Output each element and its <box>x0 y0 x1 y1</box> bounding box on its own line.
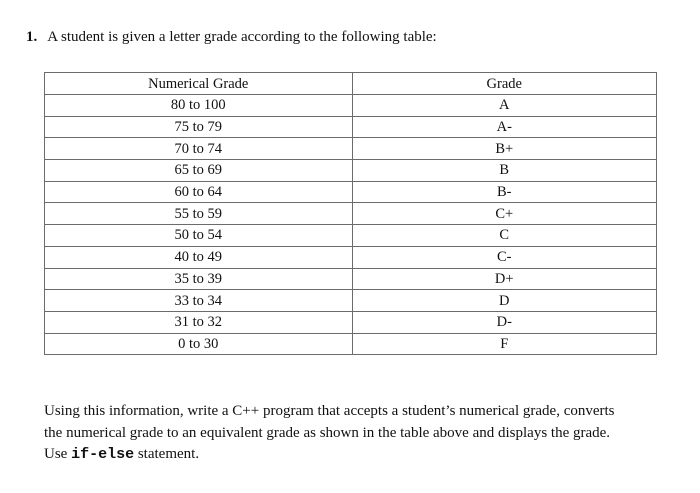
grade-table <box>44 72 657 355</box>
question-heading <box>26 28 437 46</box>
table-row <box>45 225 657 247</box>
instructions-line-1: Using this information, write a C++ program that accepts a student’s numerical grade, converts <box>44 403 615 419</box>
table-row <box>45 246 657 268</box>
numerical-range-cell: 40 to 49 <box>45 246 353 268</box>
numerical-range-cell: 0 to 30 <box>45 333 353 355</box>
numerical-range-cell: 80 to 100 <box>45 95 353 117</box>
instructions-line-3 <box>44 444 674 466</box>
table-header-row <box>45 73 657 95</box>
table-row <box>45 203 657 225</box>
table-row <box>45 181 657 203</box>
numerical-range-cell: 65 to 69 <box>45 160 353 182</box>
numerical-range-cell: 31 to 32 <box>45 311 353 333</box>
instructions-suffix: statement. <box>134 446 200 462</box>
table-row <box>45 268 657 290</box>
if-else-keyword: if-else <box>71 446 135 463</box>
letter-grade-cell: B <box>352 160 656 182</box>
numerical-range-cell: 50 to 54 <box>45 225 353 247</box>
letter-grade-cell: C- <box>352 246 656 268</box>
table-row <box>45 311 657 333</box>
letter-grade-cell: D <box>352 290 656 312</box>
numerical-range-cell: 33 to 34 <box>45 290 353 312</box>
numerical-range-cell: 60 to 64 <box>45 181 353 203</box>
letter-grade-cell: F <box>352 333 656 355</box>
table-row <box>45 138 657 160</box>
question-text: A student is given a letter grade according to the following table: <box>47 29 437 45</box>
table-row <box>45 333 657 355</box>
instructions-paragraph <box>44 401 674 466</box>
letter-grade-cell: A- <box>352 116 656 138</box>
numerical-range-cell: 55 to 59 <box>45 203 353 225</box>
table-row <box>45 95 657 117</box>
table-row <box>45 116 657 138</box>
letter-grade-cell: D+ <box>352 268 656 290</box>
question-number: 1. <box>26 29 38 45</box>
letter-grade-cell: C+ <box>352 203 656 225</box>
instructions-line-2: the numerical grade to an equivalent grade as shown in the table above and displays the grade. <box>44 424 611 441</box>
letter-grade-cell: B+ <box>352 138 656 160</box>
header-numerical-grade: Numerical Grade <box>45 73 353 95</box>
table-row <box>45 160 657 182</box>
table-row <box>45 290 657 312</box>
instructions-prefix: Use <box>44 446 72 462</box>
letter-grade-cell: A <box>352 95 656 117</box>
letter-grade-cell: B- <box>352 181 656 203</box>
numerical-range-cell: 35 to 39 <box>45 268 353 290</box>
header-grade: Grade <box>352 73 656 95</box>
letter-grade-cell: C <box>352 225 656 247</box>
letter-grade-cell: D- <box>352 311 656 333</box>
numerical-range-cell: 75 to 79 <box>45 116 353 138</box>
numerical-range-cell: 70 to 74 <box>45 138 353 160</box>
